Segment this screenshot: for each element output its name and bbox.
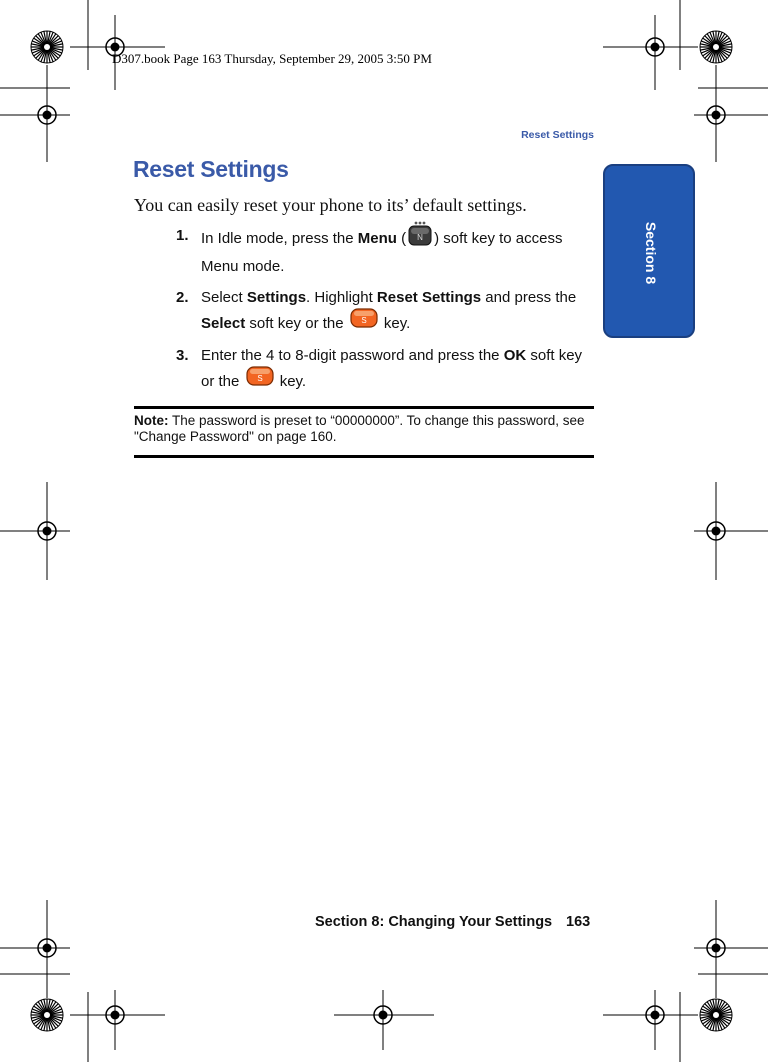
select-key-icon [245, 365, 275, 396]
menu-key-label: Menu [357, 230, 397, 248]
svg-text:N: N [417, 233, 423, 242]
section-tab-label: Section 8 [643, 221, 659, 285]
step-text: ) soft key to access Menu mode. [201, 230, 563, 275]
steps-list [176, 224, 596, 402]
step-number: 2. [176, 289, 189, 306]
step-text: key. [379, 314, 411, 332]
step-1 [176, 224, 596, 279]
step-text: . Highlight [306, 289, 377, 306]
step-text: ( [396, 230, 407, 248]
section-tab [603, 164, 695, 338]
reset-settings-label: Reset Settings [376, 289, 482, 306]
step-2 [176, 286, 596, 337]
step-3 [176, 344, 596, 395]
step-text: and press the [481, 289, 577, 306]
menu-soft-key-icon [407, 220, 433, 255]
svg-text:S: S [361, 315, 367, 325]
select-key-label: Select [201, 314, 246, 332]
running-header: Reset Settings [521, 129, 594, 141]
step-text: soft key or the [245, 314, 348, 332]
note-label: Note: [134, 413, 169, 428]
step-text: key. [275, 372, 307, 390]
step-text: soft key or the [201, 347, 583, 390]
ok-key-label: OK [503, 347, 527, 364]
page-number: 163 [566, 914, 591, 930]
settings-label: Settings [246, 289, 307, 306]
svg-text:S: S [256, 373, 263, 383]
step-text: In Idle mode, press the [201, 230, 358, 248]
note-body: The password is preset to “00000000”. To change this password, see "Change Password" on page 160. [134, 413, 585, 444]
step-number: 3. [176, 347, 189, 364]
note-box [134, 406, 594, 458]
intro-paragraph: You can easily reset your phone to its’ default settings. [134, 195, 527, 215]
page-title: Reset Settings [133, 156, 289, 182]
step-number: 1. [176, 227, 189, 244]
note-text [134, 413, 594, 445]
book-slug: D307.book Page 163 Thursday, September 29, 2005 3:50 PM [112, 51, 432, 66]
footer-section-title: Section 8: Changing Your Settings [315, 914, 553, 930]
select-key-icon [349, 307, 379, 338]
step-text: Enter the 4 to 8-digit password and press the [201, 347, 504, 364]
step-text: Select [201, 289, 247, 306]
